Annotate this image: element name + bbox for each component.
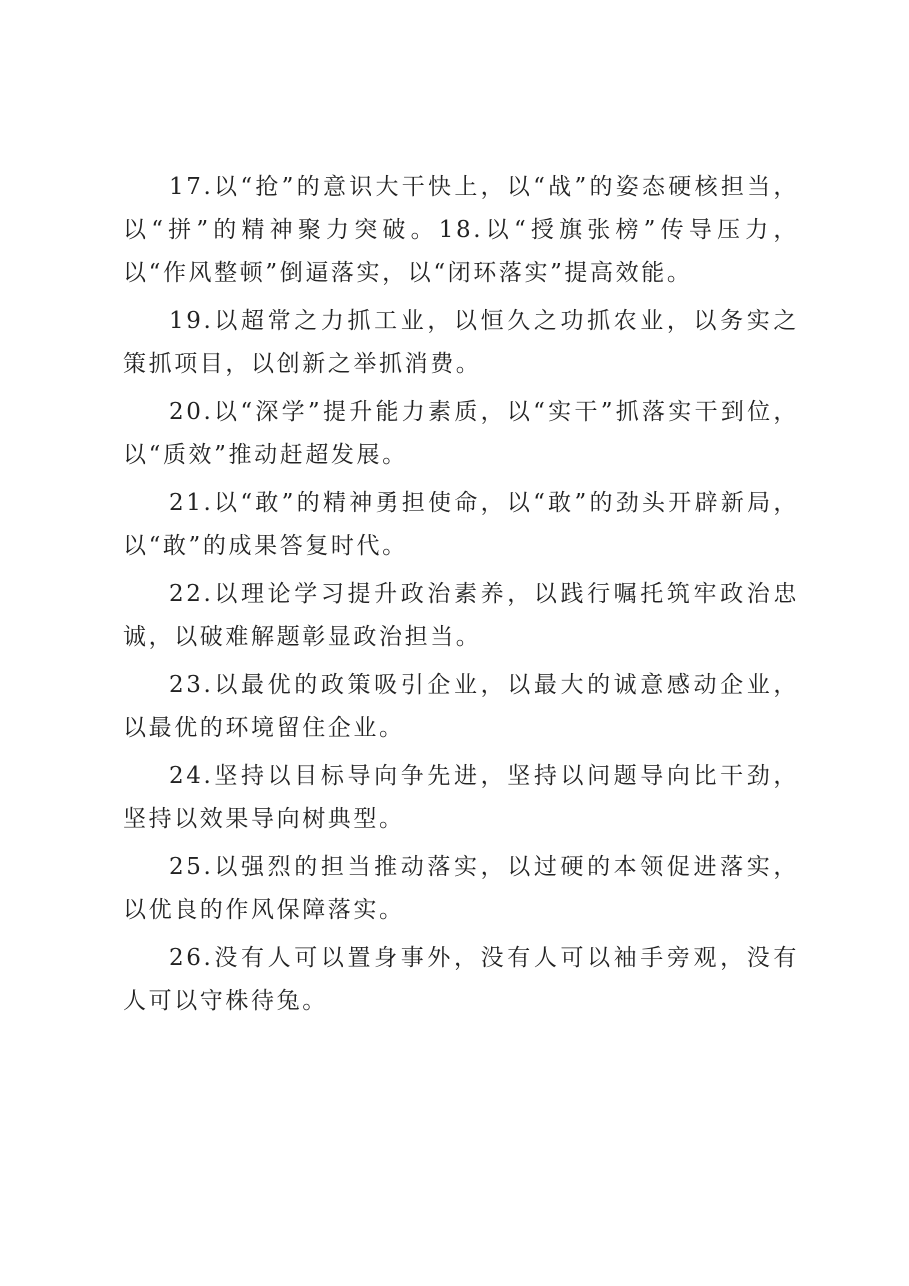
paragraph-22: 22.以理论学习提升政治素养，以践行嘱托筑牢政治忠诚，以破难解题彰显政治担当。	[123, 581, 799, 650]
paragraph-25: 25.以强烈的担当推动落实，以过硬的本领促进落实，以优良的作风保障落实。	[123, 854, 799, 923]
document-body	[123, 166, 799, 1028]
paragraph-20: 20.以“深学”提升能力素质，以“实干”抓落实干到位，以“质效”推动赶超发展。	[123, 399, 799, 468]
paragraph-24: 24.坚持以目标导向争先进，坚持以问题导向比干劲，坚持以效果导向树典型。	[123, 763, 799, 832]
paragraph-23: 23.以最优的政策吸引企业，以最大的诚意感动企业，以最优的环境留住企业。	[123, 672, 799, 741]
paragraph-17-18: 17.以“抢”的意识大干快上，以“战”的姿态硬核担当，以“拼”的精神聚力突破。18.以“授旗张榜”传导压力，以“作风整顿”倒逼落实，以“闭环落实”提高效能。	[123, 174, 799, 286]
paragraph-26: 26.没有人可以置身事外，没有人可以袖手旁观，没有人可以守株待兔。	[123, 945, 799, 1014]
paragraph-19: 19.以超常之力抓工业，以恒久之功抓农业，以务实之策抓项目，以创新之举抓消费。	[123, 308, 799, 377]
paragraph-21: 21.以“敢”的精神勇担使命，以“敢”的劲头开辟新局，以“敢”的成果答复时代。	[123, 490, 799, 559]
